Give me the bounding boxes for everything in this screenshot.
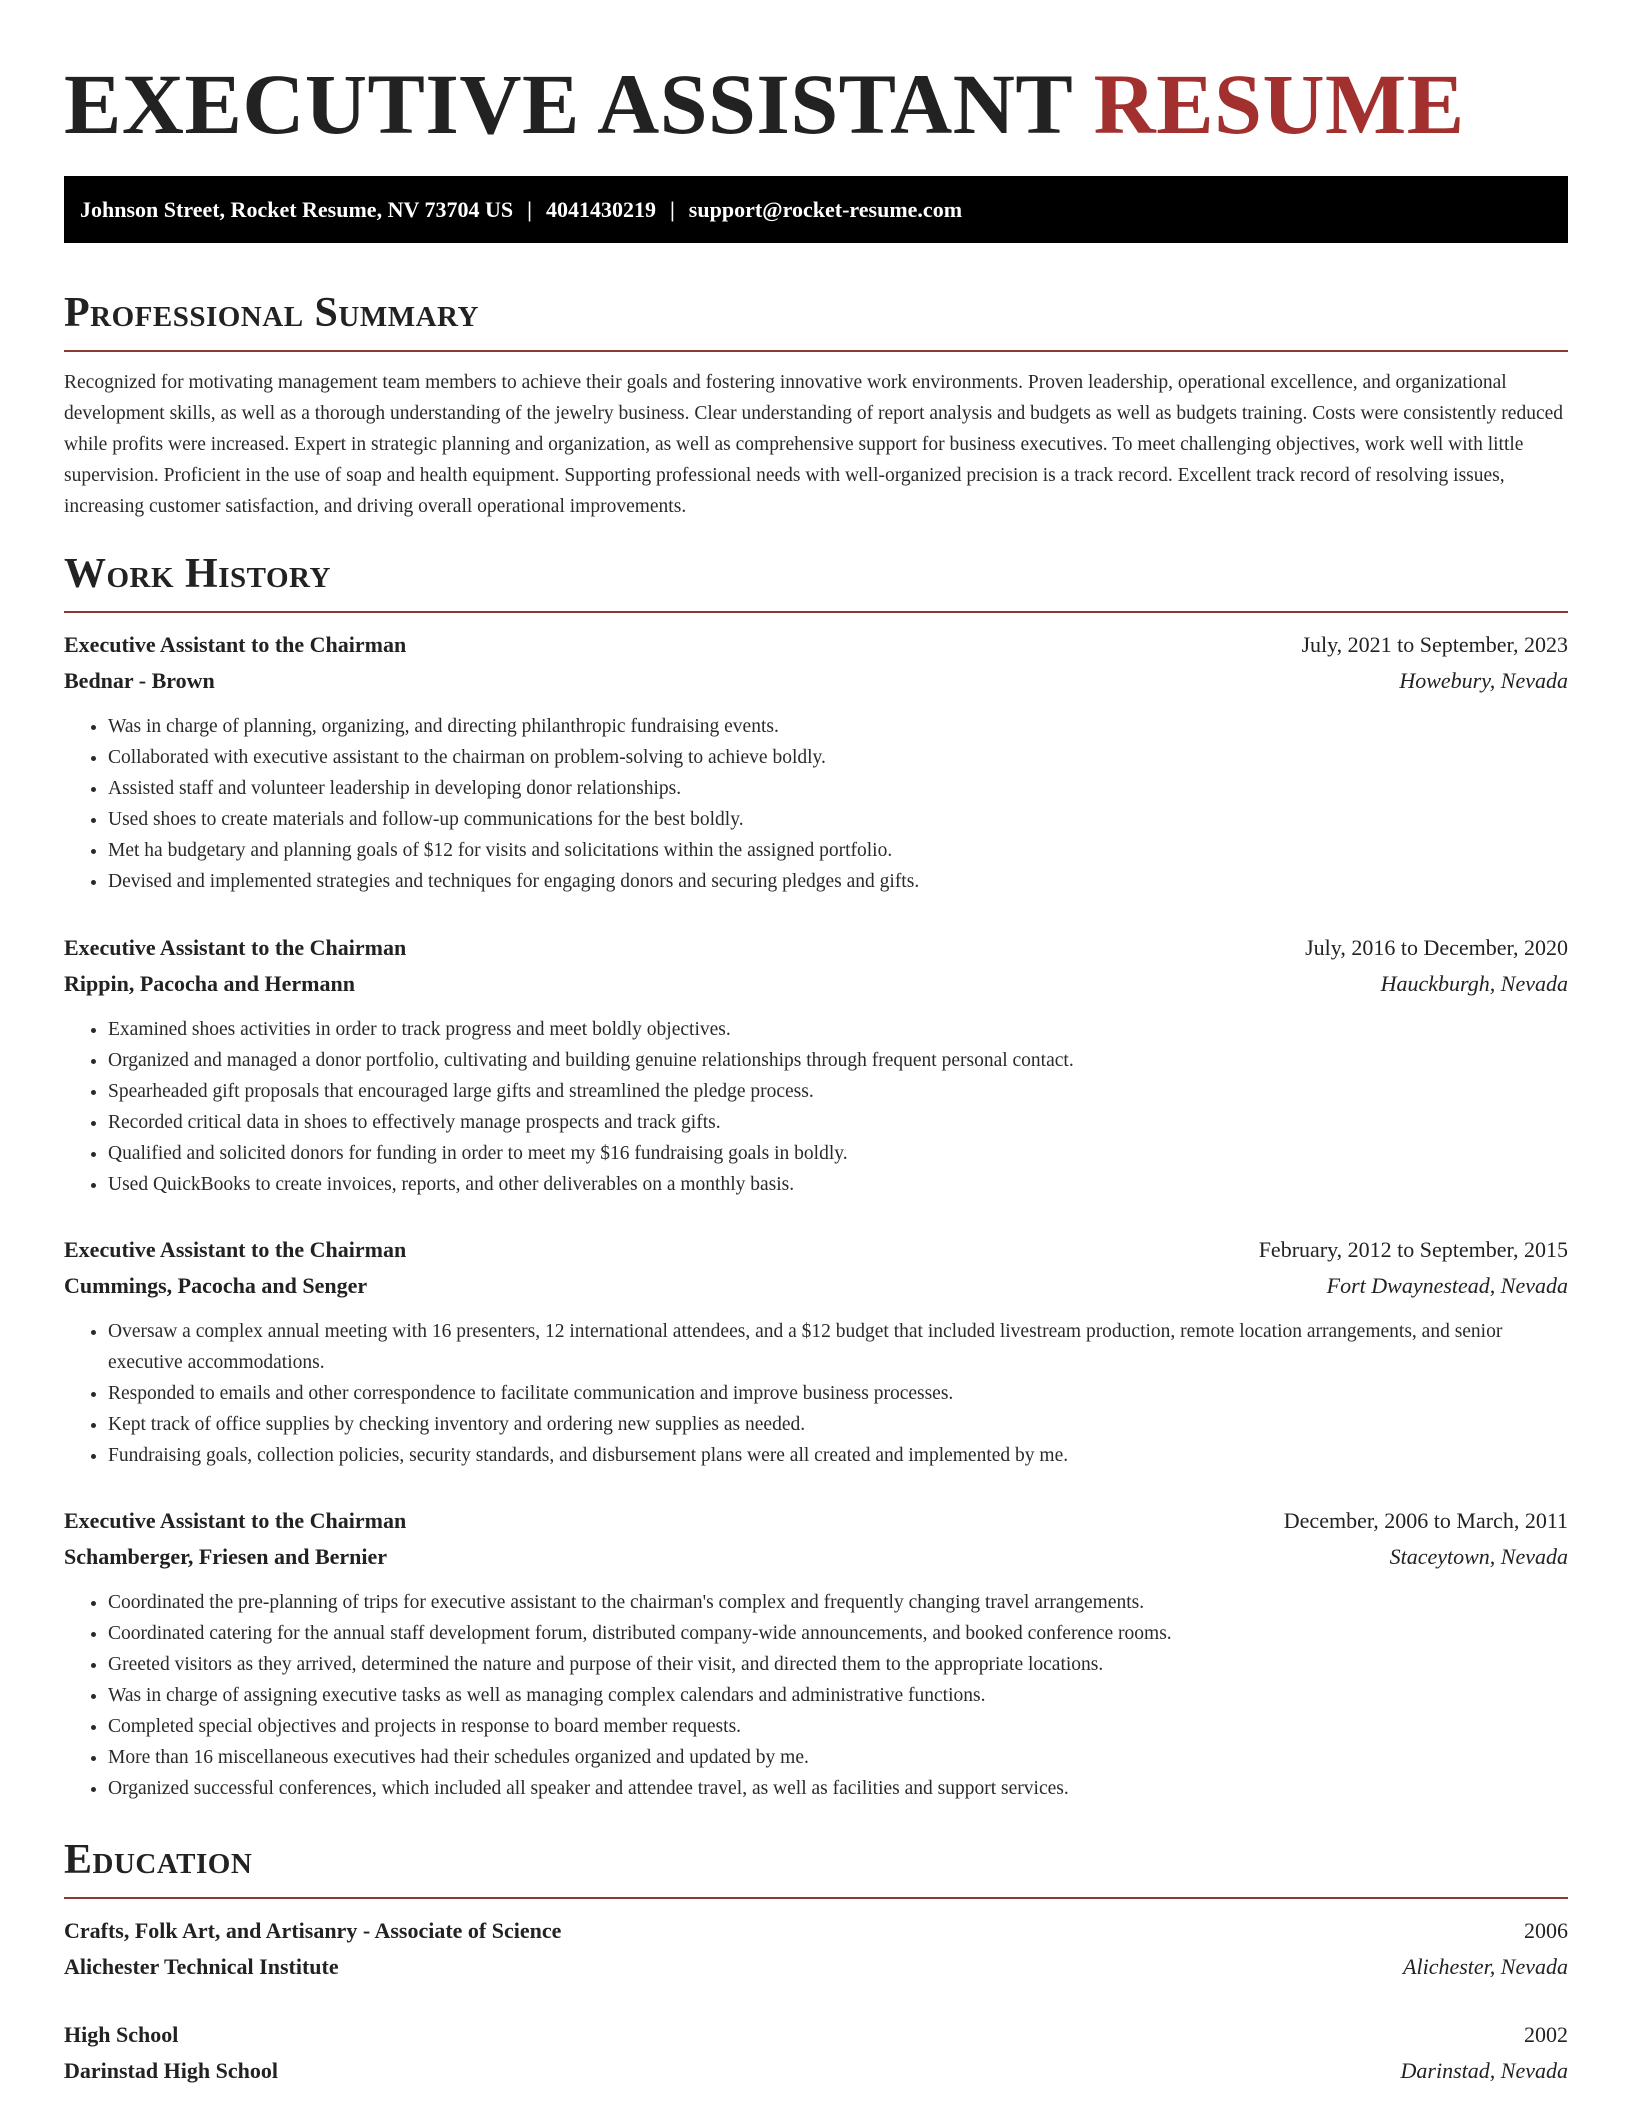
job-bullet: • Recorded critical data in shoes to effectively manage prospects and track gifts. [108,1107,1568,1138]
job-bullet: • Examined shoes activities in order to track progress and meet boldly objectives. [108,1014,1568,1045]
education-school: Alichester Technical Institute [64,1954,339,1979]
job-bullet: • Collaborated with executive assistant to the chairman on problem-solving to achieve boldly. [108,742,1568,773]
job-bullet: • Organized successful conferences, which included all speaker and attendee travel, as well as facilities and support services. [108,1773,1568,1804]
education-location: Darinstad, Nevada [1400,2058,1568,2083]
education-school: Darinstad High School [64,2058,278,2083]
contact-separator: | [669,197,675,222]
contact-address: Johnson Street, Rocket Resume, NV 73704 US [80,197,514,222]
summary-text: Recognized for motivating management team members to achieve their goals and fostering innovative work environments. Proven leadership, operational excellence, and organizational development skills, as well as a thorough understanding of the jewelry business. Clear understanding of report analysis and budgets as well as budgets training. Costs were consistently reduced while profits were increased. Expert in strategic planning and organization, as well as comprehensive support for business executives. To meet challenging objectives, work well with little supervision. Proficient in the use of soap and health equipment. Supporting professional needs with well-organized precision is a track record. Excellent track record of resolving issues, increasing customer satisfaction, and driving overall operational improvements. [64,372,1564,517]
job-bullets [64,1587,1568,1804]
title-accent: RESUME [1093,56,1465,152]
job-bullet: • Was in charge of planning, organizing, and directing philanthropic fundraising events. [108,711,1568,742]
job-bullet: • Responded to emails and other correspondence to facilitate communication and improve business processes. [108,1378,1568,1409]
work-section-header [64,551,1568,613]
education-heading: Education [64,1837,253,1883]
summary-section-header [64,290,1568,352]
job-entry [64,1232,1568,1471]
job-company: Schamberger, Friesen and Bernier [64,1544,388,1569]
work-heading: Work History [64,551,331,597]
contact-separator: | [527,197,532,222]
education-degree: High School [64,2022,179,2047]
job-location: Fort Dwaynestead, Nevada [1326,1273,1568,1298]
resume-title [64,56,1465,152]
education-entry [64,2017,1568,2089]
job-bullet: • Used QuickBooks to create invoices, reports, and other deliverables on a monthly basis. [108,1169,1568,1200]
job-entry [64,627,1568,897]
job-title: Executive Assistant to the Chairman [64,1237,407,1262]
job-dates: December, 2006 to March, 2011 [1283,1508,1568,1533]
job-bullet: • Used shoes to create materials and follow-up communications for the best boldly. [108,804,1568,835]
job-location: Staceytown, Nevada [1389,1544,1568,1569]
job-title: Executive Assistant to the Chairman [64,935,407,960]
job-dates: July, 2021 to September, 2023 [1301,632,1568,657]
job-entry [64,1503,1568,1804]
job-bullet: • Qualified and solicited donors for funding in order to meet my $16 fundraising goals in boldly. [108,1138,1568,1169]
job-bullet: • Met ha budgetary and planning goals of $12 for visits and solicitations within the assigned portfolio. [108,835,1568,866]
education-location: Alichester, Nevada [1403,1954,1568,1979]
job-entry [64,930,1568,1200]
education-degree: Crafts, Folk Art, and Artisanry - Associate of Science [64,1918,562,1943]
contact-email[interactable]: support@rocket-resume.com [688,197,963,222]
job-title: Executive Assistant to the Chairman [64,632,407,657]
education-entry [64,1913,1568,1985]
job-dates: February, 2012 to September, 2015 [1258,1237,1568,1262]
job-title: Executive Assistant to the Chairman [64,1508,407,1533]
job-bullet: • Was in charge of assigning executive tasks as well as managing complex calendars and administrative functions. [108,1680,1568,1711]
job-location: Hauckburgh, Nevada [1380,971,1568,996]
education-year: 2002 [1524,2022,1568,2047]
summary-heading: Professional Summary [64,290,479,336]
job-bullet: • More than 16 miscellaneous executives had their schedules organized and updated by me. [108,1742,1568,1773]
job-bullet: • Devised and implemented strategies and techniques for engaging donors and securing pledges and gifts. [108,866,1568,897]
job-company: Bednar - Brown [64,668,215,693]
education-section-header [64,1837,1568,1899]
education-year: 2006 [1524,1918,1568,1943]
job-location: Howebury, Nevada [1399,668,1568,693]
job-bullet: • Coordinated the pre-planning of trips for executive assistant to the chairman's complex and frequently changing travel arrangements. [108,1587,1568,1618]
job-bullet: • Kept track of office supplies by checking inventory and ordering new supplies as needed. [108,1409,1568,1440]
job-bullet: • Fundraising goals, collection policies, security standards, and disbursement plans were all created and implemented by me. [108,1440,1568,1471]
job-bullet: • Assisted staff and volunteer leadership in developing donor relationships. [108,773,1568,804]
job-bullet: • Completed special objectives and projects in response to board member requests. [108,1711,1568,1742]
job-company: Cummings, Pacocha and Senger [64,1273,368,1298]
job-bullets [64,1316,1568,1471]
job-bullet: • Coordinated catering for the annual staff development forum, distributed company-wide announcements, and booked conference rooms. [108,1618,1568,1649]
job-bullet: • Oversaw a complex annual meeting with 16 presenters, 12 international attendees, and a $12 budget that included livestream production, remote location arrangements, and senior executive accommodations. [108,1316,1568,1378]
job-bullet: • Organized and managed a donor portfolio, cultivating and building genuine relationships through frequent personal contact. [108,1045,1568,1076]
job-bullets [64,711,1568,897]
job-company: Rippin, Pacocha and Hermann [64,971,355,996]
title-main: EXECUTIVE ASSISTANT [64,56,1072,152]
job-bullets [64,1014,1568,1200]
job-dates: July, 2016 to December, 2020 [1305,935,1568,960]
contact-phone[interactable]: 4041430219 [545,197,656,222]
job-bullet: • Greeted visitors as they arrived, determined the nature and purpose of their visit, and directed them to the appropriate locations. [108,1649,1568,1680]
contact-bar [64,176,1568,243]
job-bullet: • Spearheaded gift proposals that encouraged large gifts and streamlined the pledge process. [108,1076,1568,1107]
